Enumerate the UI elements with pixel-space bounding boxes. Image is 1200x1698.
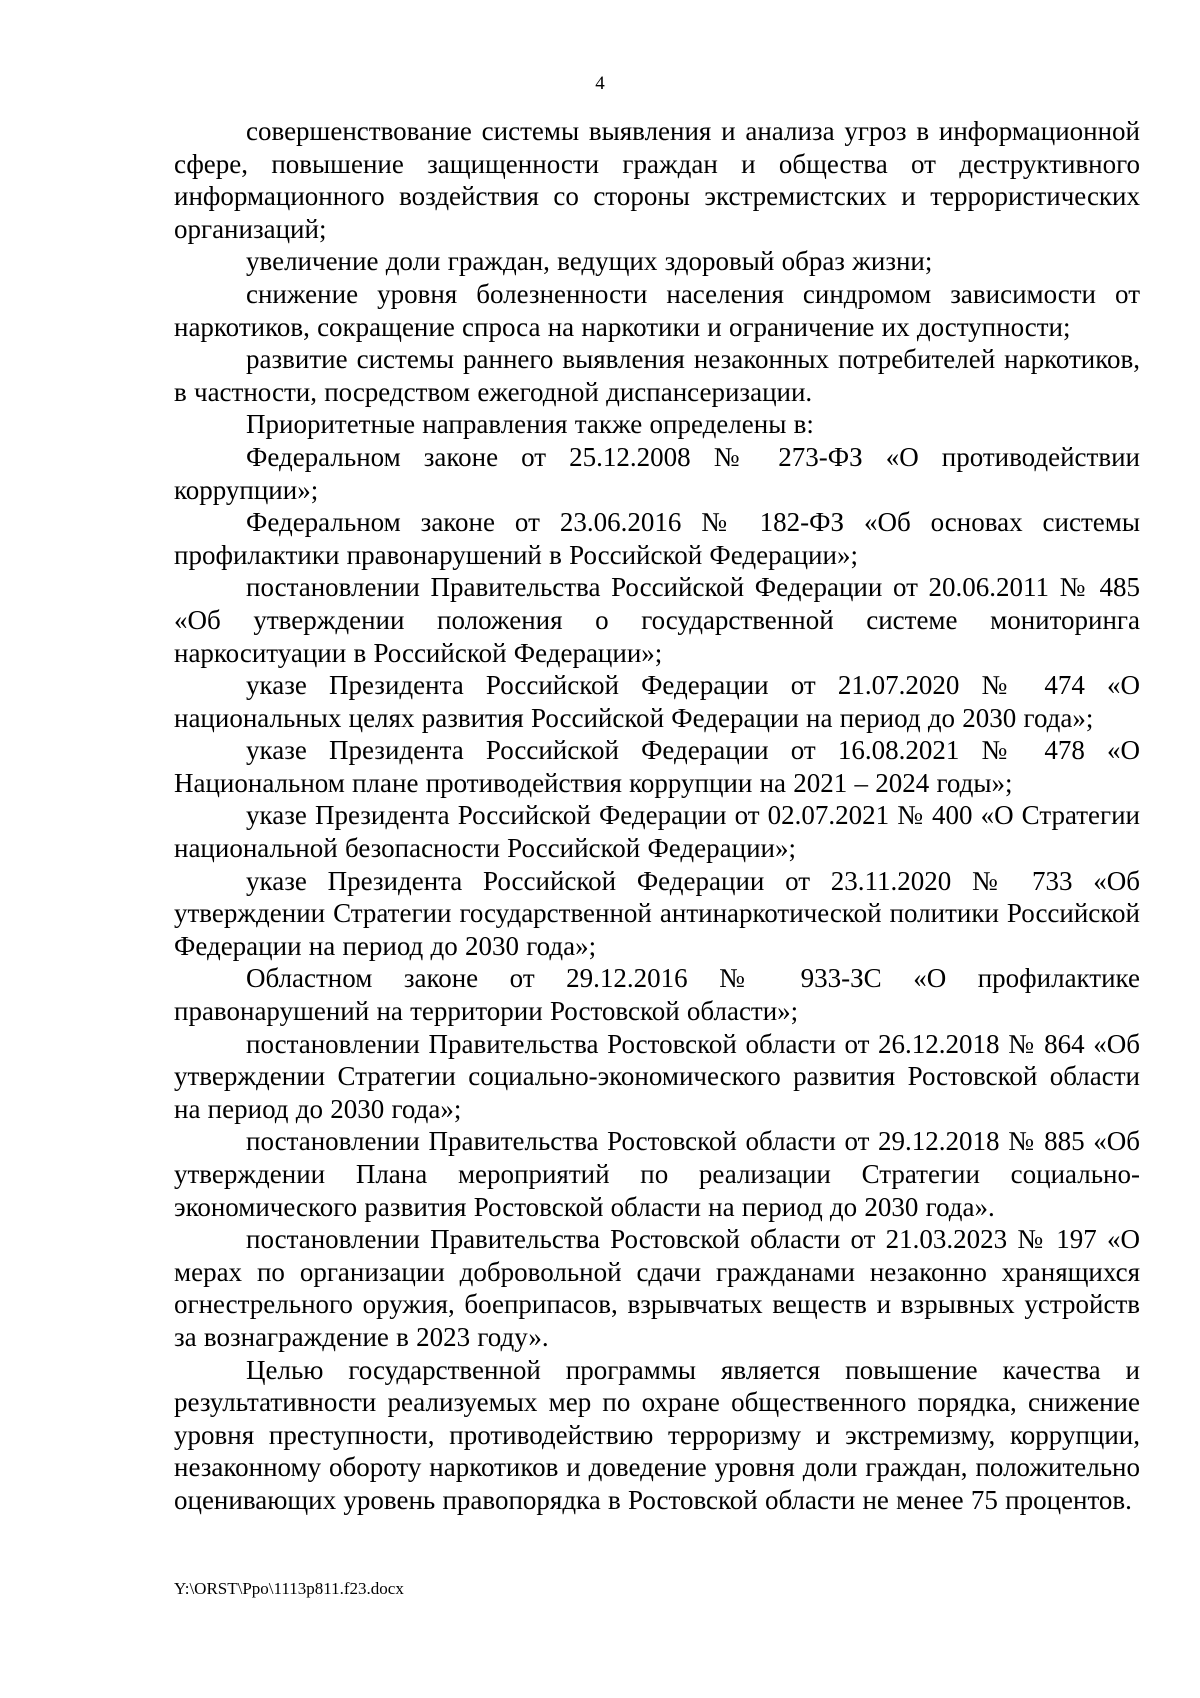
paragraph: Федеральном законе от 25.12.2008 № 273-ФЗ «О противодействии коррупции»; — [174, 441, 1140, 505]
document-body — [174, 115, 1140, 1517]
paragraph: Федеральном законе от 23.06.2016 № 182-ФЗ «Об основах системы профилактики правонарушений в Российской Федерации»; — [174, 507, 1140, 570]
page-number: 4 — [595, 73, 605, 94]
paragraph: увеличение доли граждан, ведущих здоровый образ жизни; — [246, 246, 933, 277]
paragraph: развитие системы раннего выявления незаконных потребителей наркотиков, в частности, посредством ежегодной диспансеризации. — [174, 344, 1140, 407]
paragraph: снижение уровня болезненности населения синдромом зависимости от наркотиков, сокращение спроса на наркотики и ограничение их доступности; — [174, 278, 1140, 342]
paragraph: указе Президента Российской Федерации от 23.11.2020 № 733 «Об утверждении Стратегии государственной антинаркотической политики Российской Федерации на период до 2030 года»; — [174, 865, 1140, 961]
paragraph: указе Президента Российской Федерации от 16.08.2021 № 478 «О Национальном плане противодействия коррупции на 2021 – 2024 годы»; — [174, 735, 1140, 798]
paragraph: совершенствование системы выявления и анализа угроз в информационной сфере, повышение защищенности граждан и общества от деструктивного информационного воздействия со стороны экстремистских и террористических организаций; — [174, 116, 1140, 244]
paragraph: постановлении Правительства Ростовской области от 26.12.2018 № 864 «Об утверждении Стратегии социально-экономического развития Ростовской области на период до 2030 года»; — [174, 1028, 1140, 1124]
paragraph: указе Президента Российской Федерации от 02.07.2021 № 400 «О Стратегии национальной безопасности Российской Федерации»; — [174, 800, 1140, 864]
paragraph: постановлении Правительства Ростовской области от 21.03.2023 № 197 «О мерах по организации добровольной сдачи гражданами незаконно хранящихся огнестрельного оружия, боеприпасов, взрывчатых веществ и взрывных устройств за вознаграждение в 2023 году». — [174, 1224, 1140, 1352]
paragraph: Целью государственной программы является повышение качества и результативности реализуемых мер по охране общественного порядка, снижение уровня преступности, противодействию терроризму и экстремизму, коррупции, незаконному обороту наркотиков и доведение уровня доли граждан, положительно оценивающих уровень правопорядка в Ростовской области не менее 75 процентов. — [174, 1354, 1140, 1515]
paragraph: постановлении Правительства Ростовской области от 29.12.2018 № 885 «Об утверждении Плана мероприятий по реализации Стратегии социально-экономического развития Ростовской области на период до 2030 года». — [174, 1126, 1140, 1222]
footer-file-path: Y:\ORST\Ppo\1113p811.f23.docx — [174, 1579, 404, 1598]
paragraph: Приоритетные направления также определены в: — [246, 409, 814, 440]
paragraph: постановлении Правительства Российской Федерации от 20.06.2011 № 485 «Об утверждении положения о государственной системе мониторинга наркоситуации в Российской Федерации»; — [174, 572, 1140, 668]
paragraph: Областном законе от 29.12.2016 № 933-ЗС «О профилактике правонарушений на территории Ростовской области»; — [174, 963, 1140, 1027]
paragraph: указе Президента Российской Федерации от 21.07.2020 № 474 «О национальных целях развития Российской Федерации на период до 2030 года»; — [174, 670, 1140, 733]
